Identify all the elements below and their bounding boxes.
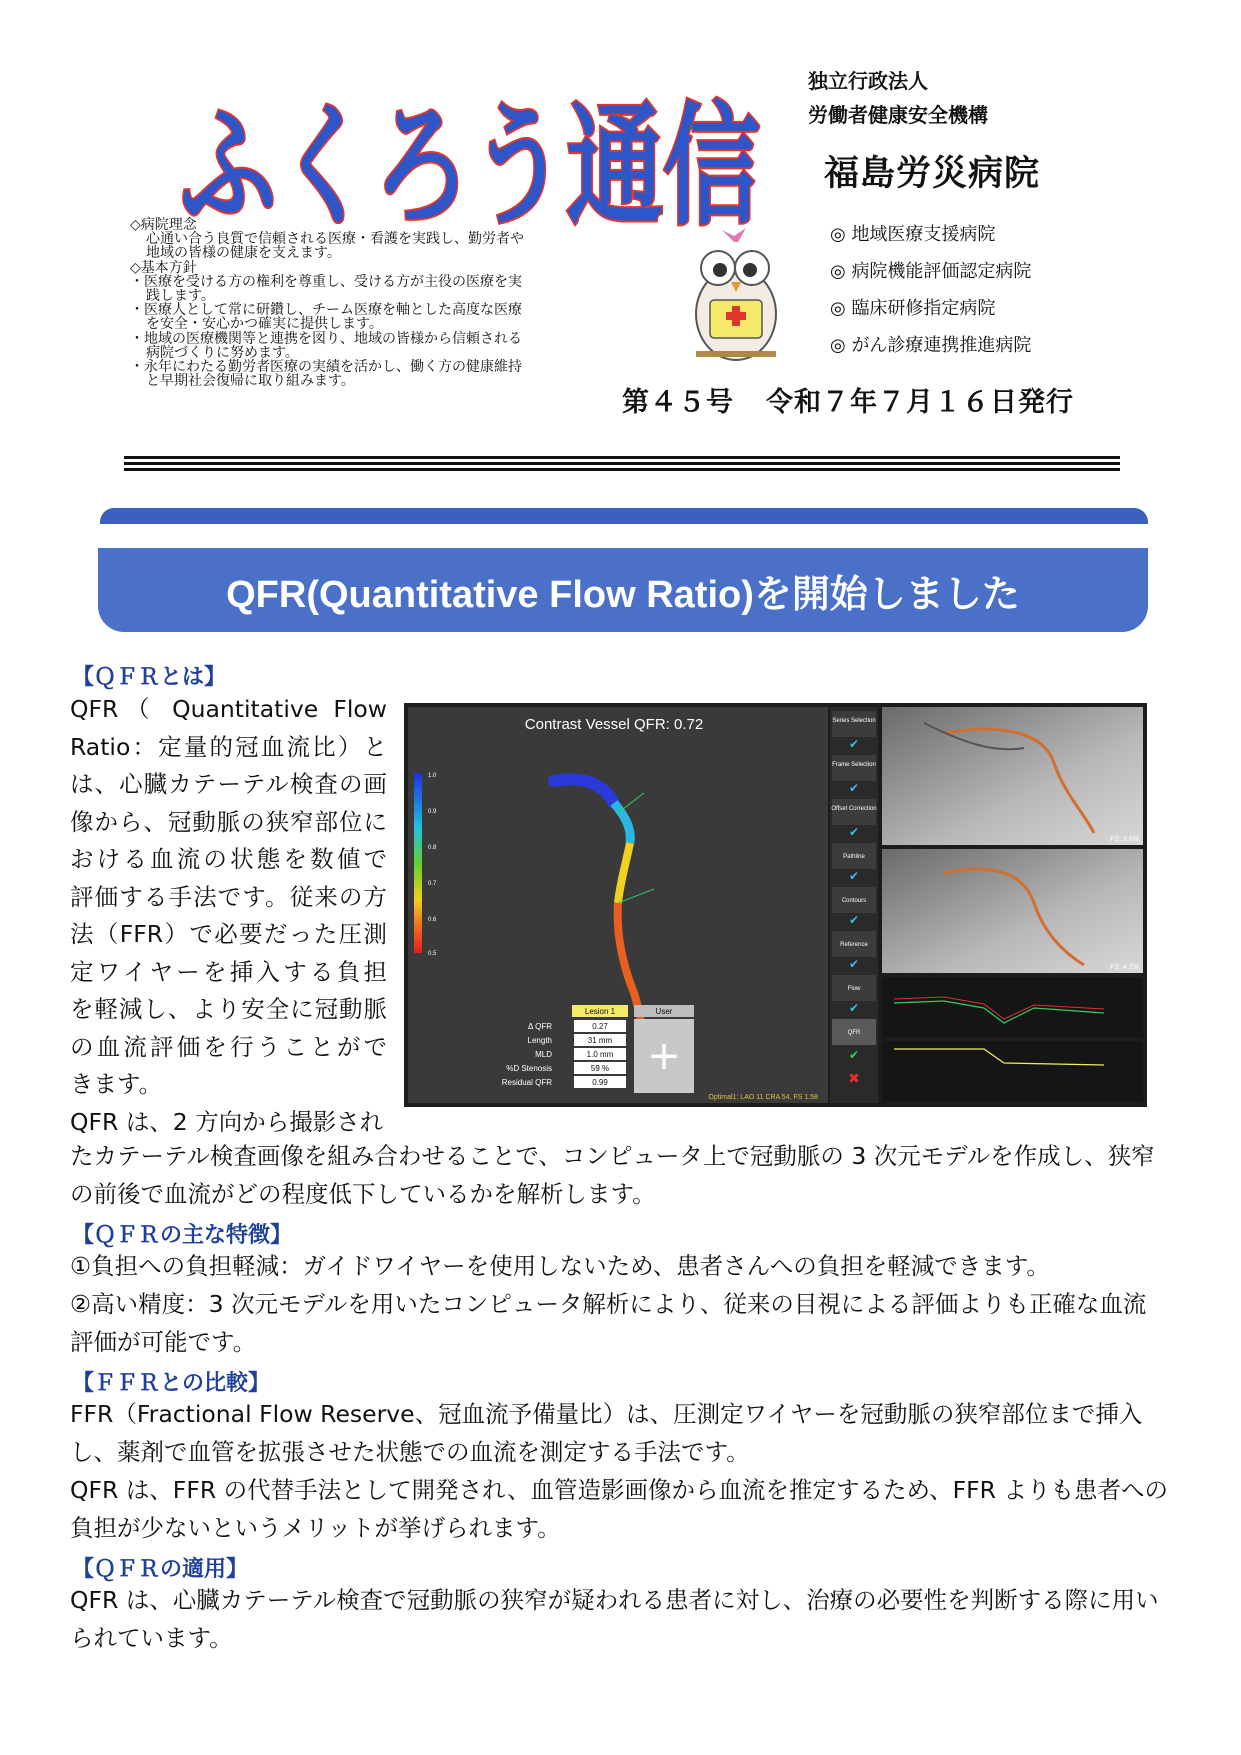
step-label: Contours (841, 898, 867, 904)
issue-info (622, 380, 1106, 419)
angiogram-view-1 (882, 707, 1143, 845)
scale-label: 0.9 (428, 809, 437, 815)
fs-readout: FS: 4.2% (1110, 964, 1139, 971)
text-line: Ratio：定量的冠血流比）と (70, 732, 387, 761)
cross-icon: ✖ (848, 1071, 860, 1087)
qfr-color-scale (414, 773, 422, 953)
masthead-logo (180, 62, 770, 232)
result-label: MLD (535, 1050, 552, 1059)
policy-item: 践します。 (146, 288, 215, 305)
result-value: 0.27 (592, 1022, 608, 1031)
scale-label: 0.7 (428, 881, 437, 887)
qfr-intro-continued: たカテーテル検査画像を組み合わせることで、コンピュータ上で冠動脈の 3 次元モデルを作成し、狭窄の前後で血流がどの程度低下しているかを解析します。 (70, 1142, 1155, 1208)
policy-item: ・永年にわたる勤労者医療の実績を活かし、働く方の健康維持 (130, 359, 522, 376)
result-label: %D Stenosis (506, 1064, 552, 1073)
policy-item: 病院づくりに努めます。 (146, 344, 299, 361)
policy-item: と早期社会復帰に取り組みます。 (146, 373, 355, 390)
designation-item: ◎ 臨床研修指定病院 (830, 290, 1031, 327)
section-heading: 【ＱＦＲとは】 (72, 665, 227, 690)
org-line-2: 労働者健康安全機構 (808, 103, 988, 127)
scale-label: 0.8 (428, 845, 437, 851)
section-heading: 【ＦＦＲとの比較】 (72, 1371, 271, 1396)
result-label: Length (527, 1036, 552, 1045)
check-icon: ✔ (848, 869, 860, 883)
text-line: 定ワイヤーを挿入する負担 (70, 957, 387, 986)
check-icon: ✔ (848, 825, 860, 839)
policy-item: ・地域の医療機関等と連携を図り、地域の皆様から信頼される (130, 330, 522, 347)
scale-label: 1.0 (428, 773, 437, 779)
text-line: 像から、冠動脈の狭窄部位に (70, 807, 387, 836)
philosophy-text: 地域の皆様の健康を支えます。 (146, 245, 341, 262)
newsletter-title: ふくろう通信 (180, 90, 760, 232)
header-divider (124, 456, 1120, 459)
qfr-pullback-plot (882, 1041, 1143, 1101)
designation-item: ◎ 病院機能評価認定病院 (830, 253, 1031, 290)
banner-top-bar (100, 508, 1148, 524)
qfr-analysis-figure (404, 703, 1147, 1107)
org-line-1: 独立行政法人 (808, 69, 928, 93)
feature-item: ①負担への負担軽減：ガイドワイヤーを使用しないため、患者さんへの負担を軽減できます。 (70, 1252, 1050, 1280)
check-icon: ✔ (848, 1048, 860, 1062)
step-label: Pathline (843, 854, 865, 860)
text-line: QFR（ Quantitative Flow (70, 695, 387, 723)
user-tab: User (655, 1007, 673, 1016)
step-label: Flow (847, 986, 861, 992)
policy-item: ・医療を受ける方の権利を尊重し、受ける方が主役の医療を実 (130, 273, 522, 290)
text-line: を軽減し、より安全に冠動脈 (70, 995, 387, 1023)
philosophy-text: 心通い合う良質で信頼される医療・看護を実践し、勤労者や (146, 231, 524, 248)
result-value: 0.99 (592, 1078, 608, 1087)
philosophy-heading: ◇病院理念 (130, 217, 197, 233)
step-label: QFR (847, 1030, 861, 1036)
text-line: QFR は、2 方向から撮影され (70, 1107, 384, 1136)
scale-label: 0.6 (428, 917, 437, 923)
article-banner (98, 548, 1148, 632)
section-heading: 【ＱＦＲの適用】 (72, 1557, 249, 1582)
owl-mascot (676, 222, 796, 364)
qfr-intro-text (70, 691, 387, 1141)
angiogram-view-2 (882, 849, 1143, 973)
diameter-profile-plot (882, 977, 1143, 1037)
result-value: 1.0 mm (586, 1050, 614, 1059)
header-divider (124, 468, 1120, 471)
header-divider (124, 462, 1120, 465)
text-line: おける血流の状態を数値で (70, 845, 387, 873)
issue-date: 令和７年７月１６日発行 (766, 387, 1074, 418)
step-label: Series Selection (832, 718, 876, 724)
lesion-tab: Lesion 1 (584, 1007, 616, 1016)
check-icon: ✔ (848, 781, 860, 795)
add-icon: + (647, 1033, 681, 1079)
hospital-name: 福島労災病院 (824, 154, 1041, 194)
scale-label: 0.5 (428, 951, 437, 957)
issue-number: 第４５号 (622, 387, 734, 418)
result-value: 59 % (590, 1064, 610, 1073)
designation-item: ◎ 地域医療支援病院 (830, 216, 1031, 253)
policy-item: を安全・安心かつ確実に提供します。 (146, 316, 383, 333)
result-label: Residual QFR (501, 1078, 552, 1087)
application-text: QFR は、心臓カテーテル検査で冠動脈の狭窄が疑われる患者に対し、治療の必要性を判断する際に用いられています。 (70, 1586, 1159, 1652)
step-label: Offset Correction (831, 806, 877, 812)
text-line: は、心臓カテーテル検査の画 (70, 770, 387, 798)
fs-readout: FS: 2.6% (1110, 836, 1139, 843)
article-title: QFR(Quantitative Flow Ratio)を開始しました (226, 573, 1020, 616)
comparison-text: QFR は、FFR の代替手法として開発され、血管造影画像から血流を推定するため、FFR よりも患者への負担が少ないというメリットが挙げられます。 (70, 1476, 1168, 1542)
result-value: 31 mm (587, 1036, 613, 1045)
figure-footer: Optimal1: LAO 11 CRA 54, FS 1.58 (708, 1094, 818, 1101)
step-label: Frame Selection (832, 762, 876, 768)
check-icon: ✔ (848, 737, 860, 751)
policy-heading: ◇基本方針 (130, 259, 197, 276)
text-line: きます。 (70, 1070, 163, 1098)
section-heading: 【ＱＦＲの主な特徴】 (72, 1223, 293, 1248)
check-icon: ✔ (848, 1001, 860, 1015)
result-label: Δ QFR (527, 1022, 552, 1031)
text-line: 法（FFR）で必要だった圧測 (70, 920, 387, 948)
hospital-principles (130, 218, 610, 388)
designation-item: ◎ がん診療連携推進病院 (830, 327, 1031, 364)
feature-item: ②高い精度：3 次元モデルを用いたコンピュータ解析により、従来の目視による評価よりも正確な血流評価が可能です。 (70, 1290, 1147, 1356)
organization (808, 64, 988, 132)
step-label: Reference (840, 942, 868, 948)
comparison-text: FFR（Fractional Flow Reserve、冠血流予備量比）は、圧測定ワイヤーを冠動脈の狭窄部位まで挿入し、薬剤で血管を拡張させた状態での血流を測定する手法です。 (70, 1400, 1143, 1466)
policy-item: ・医療人として常に研鑽し、チーム医療を軸とした高度な医療 (130, 302, 522, 319)
designation-list (830, 216, 1031, 364)
text-line: の血流評価を行うことがで (70, 1032, 387, 1061)
text-line: 評価する手法です。従来の方 (70, 882, 387, 911)
figure-header: Contrast Vessel QFR: 0.72 (524, 716, 704, 733)
workflow-steps (830, 707, 878, 1103)
check-icon: ✔ (848, 957, 860, 971)
check-icon: ✔ (848, 913, 860, 927)
